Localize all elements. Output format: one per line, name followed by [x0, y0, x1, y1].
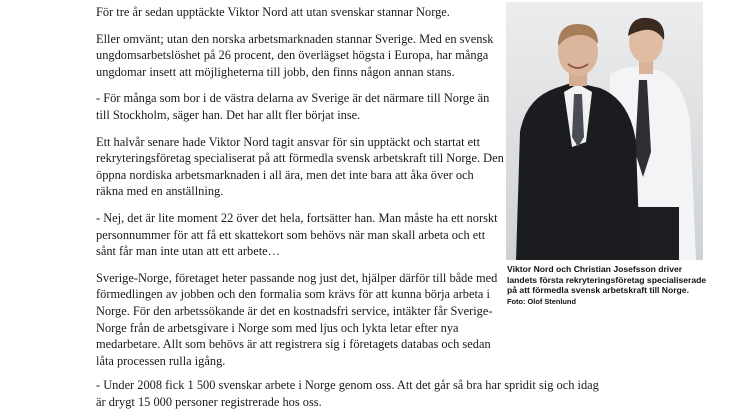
photo-credit: Foto: Olof Stenlund [507, 296, 576, 306]
article-paragraph: Sverige-Norge, företaget heter passande nog just det, hjälper därför till både med förmedlingen av jobben och den formalia som krävs för att kunna börja arbeta i Norge. För den arbetssökande är det en kostnadsfri service, intäkter får Sverige-Norge från de arbetsgivare i Norge som med ljus och lykta letar efter nya medarbetare. Allt som behövs är att registrera sig i företagets databas och sedan låta processen rulla igång. [96, 270, 498, 368]
portrait-illustration [506, 2, 703, 260]
article-paragraph: - För många som bor i de västra delarna av Sverige är det närmare till Norge än till Stockholm, säger han. Det har allt fler börjat inse. [96, 91, 490, 122]
article-photo [506, 2, 703, 260]
article-final-paragraph: - Under 2008 fick 1 500 svenskar arbete i Norge genom oss. Att det går så bra har spridit sig och idag är drygt 15 000 personer registrerade hos oss. [96, 378, 599, 409]
article-body [96, 0, 504, 379]
article-paragraph: För tre år sedan upptäckte Viktor Nord att utan svenskar stannar Norge. [96, 5, 450, 19]
photo-caption-text: Viktor Nord och Christian Josefsson driver landets första rekryteringsföretag specialiserade på att förmedla svensk arbetskraft till Norge. [507, 264, 707, 296]
article-paragraph: Eller omvänt; utan den norska arbetsmarknaden stannar Sverige. Med en svensk ungdomsarbetslöshet på 26 procent, den överlägset högsta i Europa, har många ungdomar insett att möjligheterna till jobb, den finns någon annan stans. [96, 31, 494, 79]
article-paragraph: - Nej, det är lite moment 22 över det hela, fortsätter han. Man måste ha ett norskt personnummer för att få ett skattekort som behövs när man skall arbeta och ett sånt får man inte utan att ett arbete… [96, 210, 498, 259]
article-paragraph: Ett halvår senare hade Viktor Nord tagit ansvar för sin upptäckt och startat ett rekryteringsföretag specialiserat på att förmedla svensk arbetskraft till Norge. Den öppna nordiska arbetsmarknaden i all ära, men det inte bara att åka över och räkna med en anställning. [96, 134, 504, 199]
photo-caption [507, 264, 712, 307]
